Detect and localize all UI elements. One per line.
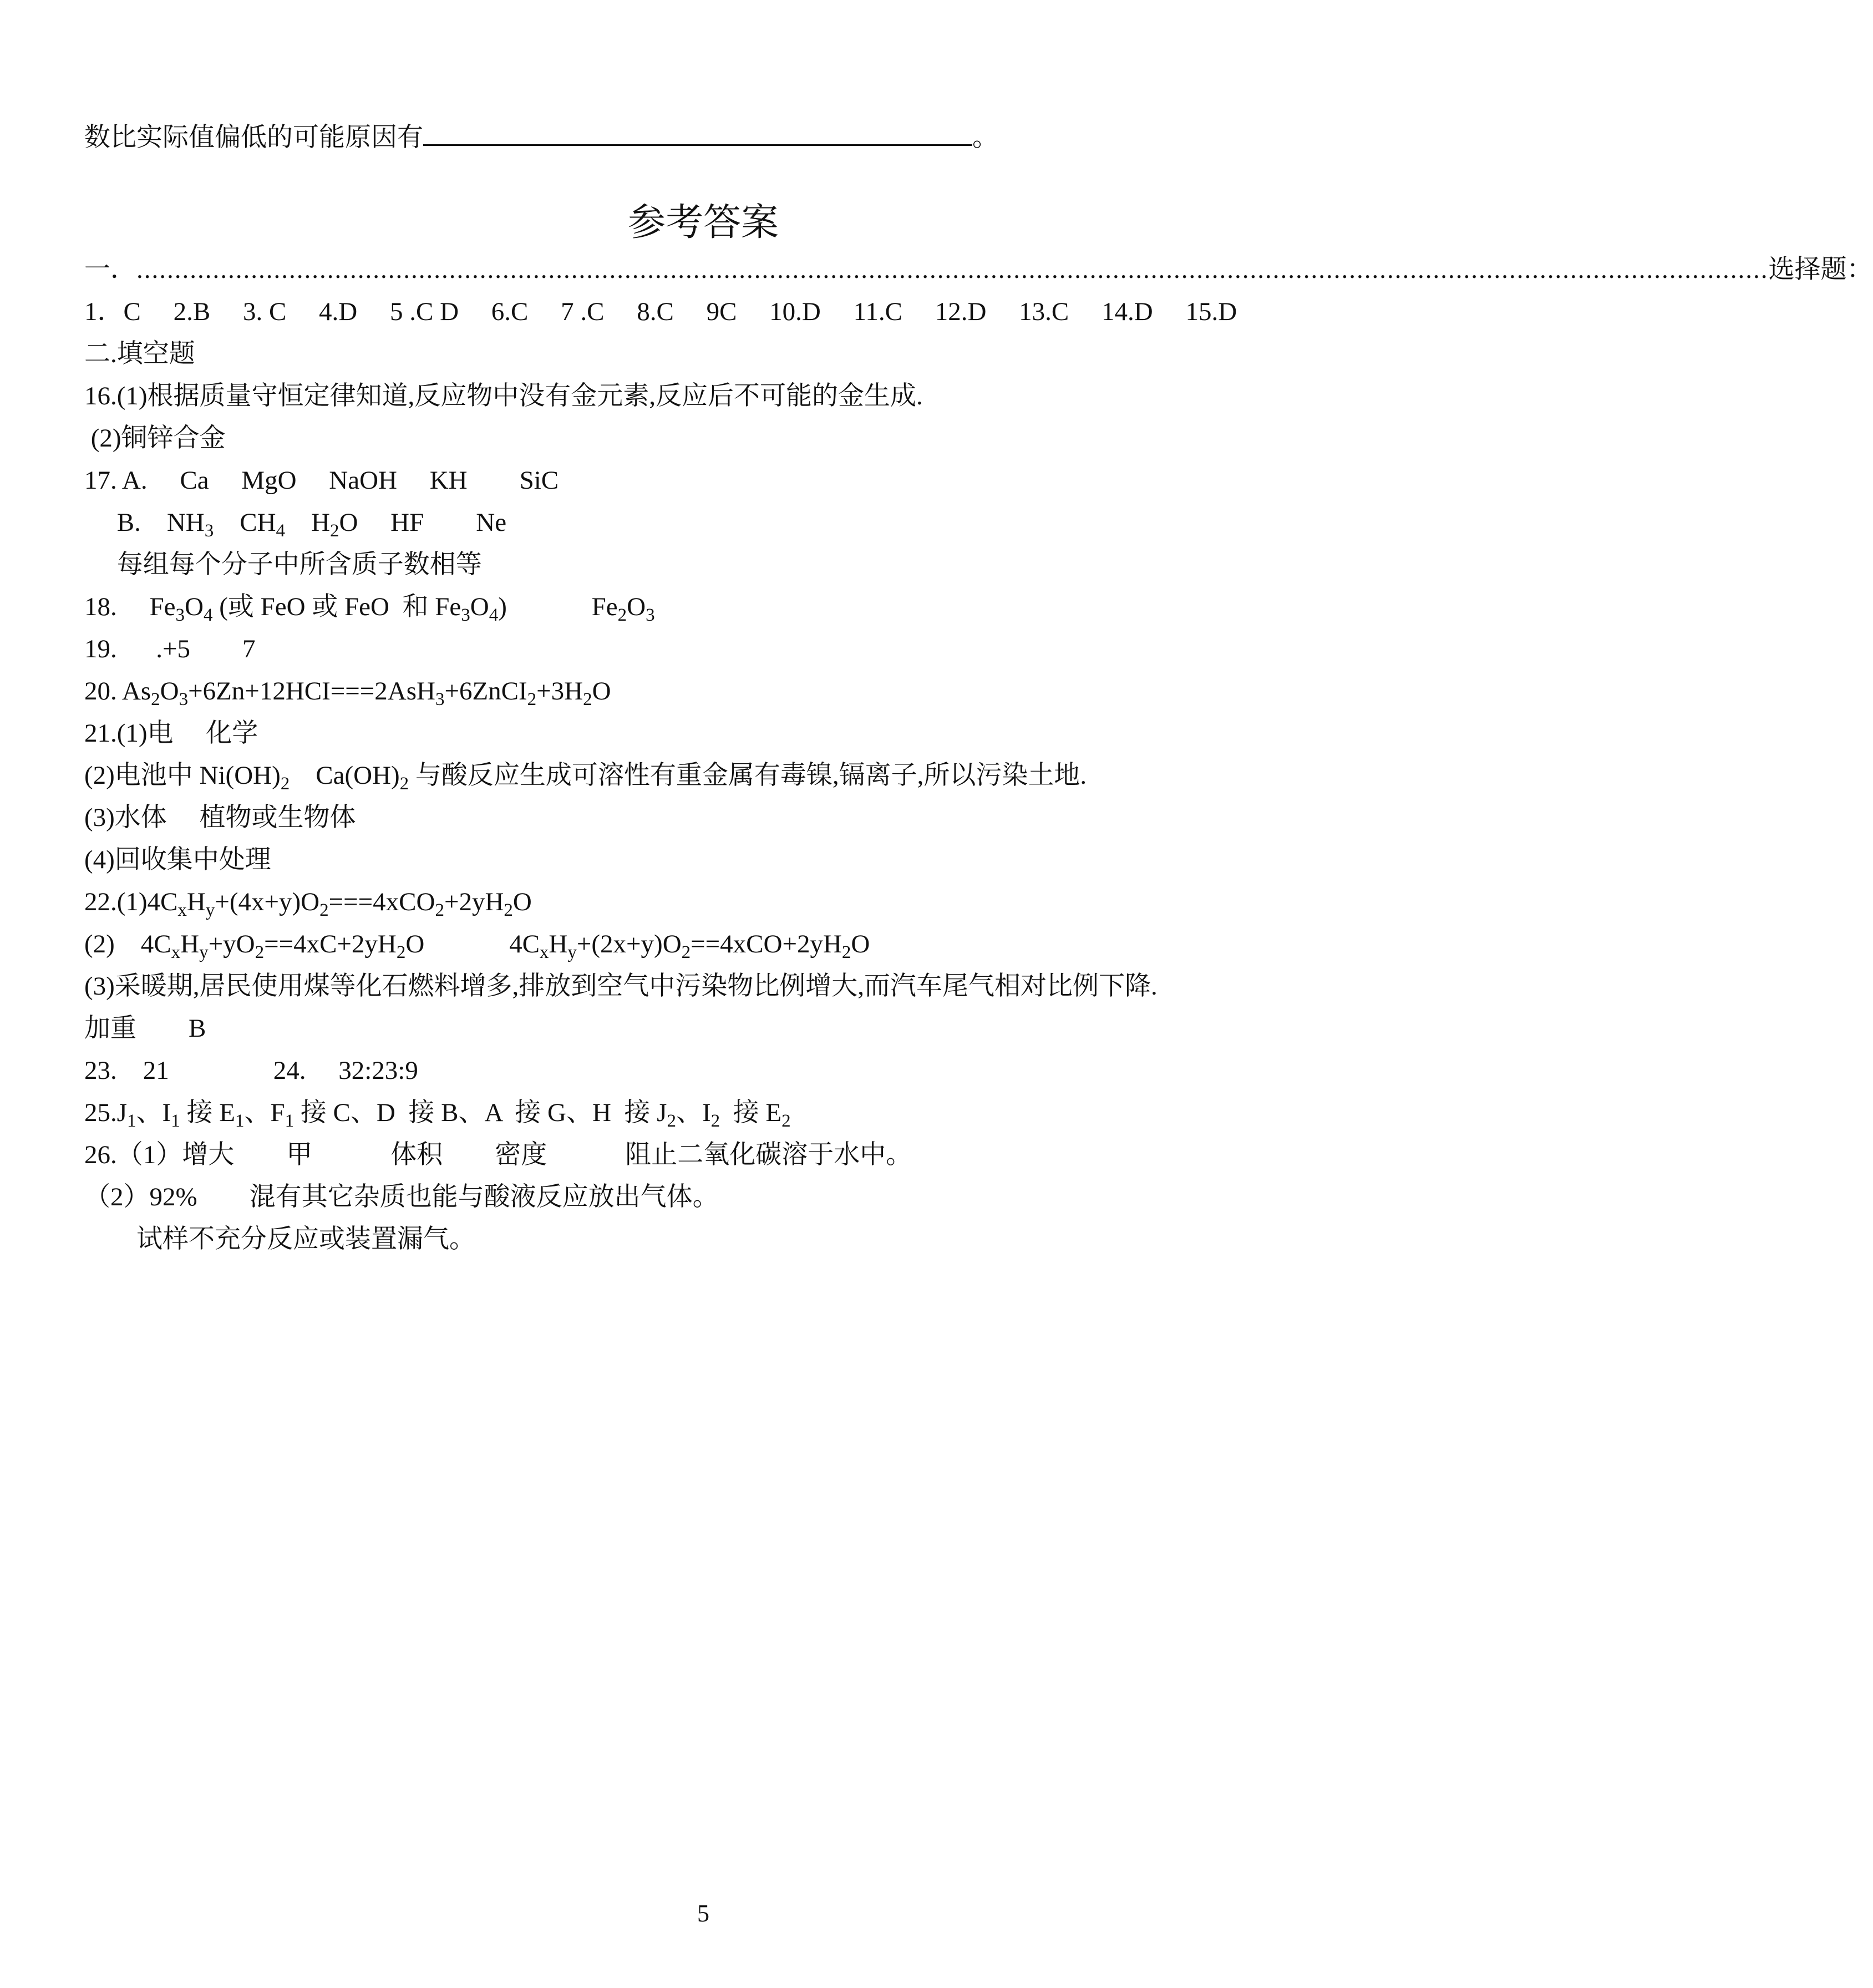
formula-text: +2yH <box>444 888 504 916</box>
answer-26-part3: 试样不充分反应或装置漏气。 <box>84 1225 475 1254</box>
formula-text: O <box>592 677 611 706</box>
subscript: 3 <box>461 605 470 625</box>
answer-21-part1: 21.(1)电 化学 <box>84 719 258 748</box>
answer-17-note: 每组每个分子中所含质子数相等 <box>84 550 482 579</box>
formula-text: (2) 4C <box>84 930 171 958</box>
formula-text: ==4xCO+2yH <box>691 930 842 958</box>
formula-text: O <box>512 888 532 916</box>
answer-text: 与酸反应生成可溶性有重金属有毒镍,镉离子,所以污染土地. <box>409 761 1087 790</box>
formula-text: O 4C <box>405 930 540 958</box>
subscript: 1 <box>127 1111 136 1131</box>
subscript: 2 <box>527 689 537 709</box>
subscript: 3 <box>646 605 655 625</box>
formula-text: (或 FeO 或 FeO 和 Fe <box>212 592 461 621</box>
answer-text: 、F <box>244 1098 285 1127</box>
subscript: y <box>199 942 209 962</box>
formula-text: 20. As <box>84 677 151 706</box>
formula-text: 22.(1)4C <box>84 888 178 916</box>
continued-question-text: 数比实际值偏低的可能原因有 <box>84 123 423 152</box>
formula-text: O <box>851 930 870 958</box>
formula-text: +6ZnCI <box>444 677 527 706</box>
answer-21-part4: (4)回收集中处理 <box>84 845 271 874</box>
subscript: 4 <box>489 605 499 625</box>
subscript: 2 <box>504 900 513 920</box>
answer-23-24: 23. 21 24. 32:23:9 <box>84 1056 418 1085</box>
page-number: 5 <box>697 1900 709 1927</box>
answer-text: 接 C、D 接 B、A 接 G、H 接 J <box>294 1098 667 1127</box>
formula-text: O <box>185 592 204 621</box>
subscript: 2 <box>399 774 409 794</box>
subscript: 2 <box>319 900 329 920</box>
subscript: 2 <box>151 689 160 709</box>
answer-18 <box>84 590 655 623</box>
subscript: 4 <box>276 521 286 541</box>
answer-key-title: 参考答案 <box>627 201 779 244</box>
formula-text: +yO <box>208 930 255 958</box>
formula-text: O <box>627 592 646 621</box>
subscript: x <box>539 942 549 962</box>
formula-text: H <box>285 508 330 537</box>
answer-16-part2: (2)铜锌合金 <box>84 424 226 453</box>
answer-22-part1 <box>84 885 532 919</box>
answer-26-part1: 26.（1）增大 甲 体积 密度 阻止二氧化碳溶于水中。 <box>84 1140 912 1169</box>
subscript: 3 <box>179 689 189 709</box>
subscript: 1 <box>171 1111 180 1131</box>
subscript: 2 <box>710 1111 720 1131</box>
answer-21-part2 <box>84 759 1087 792</box>
subscript: 1 <box>285 1111 295 1131</box>
section-one-heading <box>84 253 1873 286</box>
formula-text: B. NH <box>84 508 205 537</box>
formula-text: H <box>186 888 206 916</box>
continued-question-line <box>84 120 998 153</box>
answer-25 <box>84 1096 791 1129</box>
answer-17-group-a: 17. A. Ca MgO NaOH KH SiC <box>84 466 559 495</box>
answer-22-part2 <box>84 927 870 961</box>
subscript: 3 <box>204 521 214 541</box>
continued-question-end: 。 <box>972 123 998 152</box>
subscript: 2 <box>617 605 627 625</box>
subscript: 2 <box>255 942 265 962</box>
formula-text: O <box>470 592 489 621</box>
formula-text: H <box>549 930 568 958</box>
subscript: 2 <box>583 689 592 709</box>
formula-text: ) Fe <box>498 592 618 621</box>
subscript: 2 <box>781 1111 791 1131</box>
formula-text: H <box>180 930 200 958</box>
answer-26-part2: （2）92% 混有其它杂质也能与酸液反应放出气体。 <box>84 1183 719 1211</box>
section-two-heading: 二.填空题 <box>84 339 195 368</box>
answer-22-part4: 加重 B <box>84 1014 206 1043</box>
subscript: x <box>177 900 187 920</box>
subscript: 2 <box>681 942 691 962</box>
answer-19: 19. .+5 7 <box>84 635 256 663</box>
answer-17-group-b <box>84 506 506 539</box>
subscript: 3 <box>175 605 185 625</box>
formula-text: CH <box>214 508 276 537</box>
subscript: 2 <box>667 1111 676 1131</box>
choice-answers: 1．C 2.B 3. C 4.D 5 .C D 6.C 7 .C 8.C 9C 10.D 11.C 12.D 13.C 14.D 15.D <box>84 297 1237 326</box>
answer-text: 接 E <box>180 1098 235 1127</box>
formula-text: ===4xCO <box>328 888 435 916</box>
dot-leader: ...................................................................................................................................................................................................................... <box>136 255 1769 284</box>
formula-text: +(4x+y)O <box>215 888 320 916</box>
formula-text: ==4xC+2yH <box>264 930 397 958</box>
subscript: 3 <box>435 689 445 709</box>
subscript: x <box>171 942 181 962</box>
answer-16-part1: 16.(1)根据质量守恒定律知道,反应物中没有金元素,反应后不可能的金生成. <box>84 382 923 410</box>
section-one-title: 选择题： <box>1768 255 1873 284</box>
answer-20 <box>84 674 611 708</box>
answer-text: 接 E <box>720 1098 782 1127</box>
subscript: 2 <box>396 942 406 962</box>
answer-22-part3: (3)采暖期,居民使用煤等化石燃料增多,排放到空气中污染物比例增大,而汽车尾气相对比例下降. <box>84 972 1158 1001</box>
subscript: 4 <box>203 605 213 625</box>
answer-text: (2)电池中 Ni(OH) <box>84 761 281 790</box>
formula-text: +6Zn+12HCI===2AsH <box>188 677 435 706</box>
subscript: 2 <box>280 774 290 794</box>
subscript: 2 <box>329 521 339 541</box>
formula-text: +3H <box>536 677 583 706</box>
subscript: y <box>205 900 215 920</box>
formula-text: O <box>160 677 179 706</box>
formula-text: +(2x+y)O <box>576 930 682 958</box>
subscript: 1 <box>235 1111 245 1131</box>
answer-blank <box>423 120 972 146</box>
answer-21-part3: (3)水体 植物或生物体 <box>84 803 356 832</box>
answer-text: 、I <box>676 1098 711 1127</box>
subscript: 2 <box>841 942 851 962</box>
subscript: 2 <box>435 900 444 920</box>
section-one-label: 一． <box>84 255 136 284</box>
subscript: y <box>567 942 577 962</box>
answer-text: 25.J <box>84 1098 128 1127</box>
formula-text: 18. Fe <box>84 592 176 621</box>
formula-text: O HF Ne <box>339 508 507 537</box>
answer-text: Ca(OH) <box>290 761 400 790</box>
answer-text: 、I <box>136 1098 171 1127</box>
